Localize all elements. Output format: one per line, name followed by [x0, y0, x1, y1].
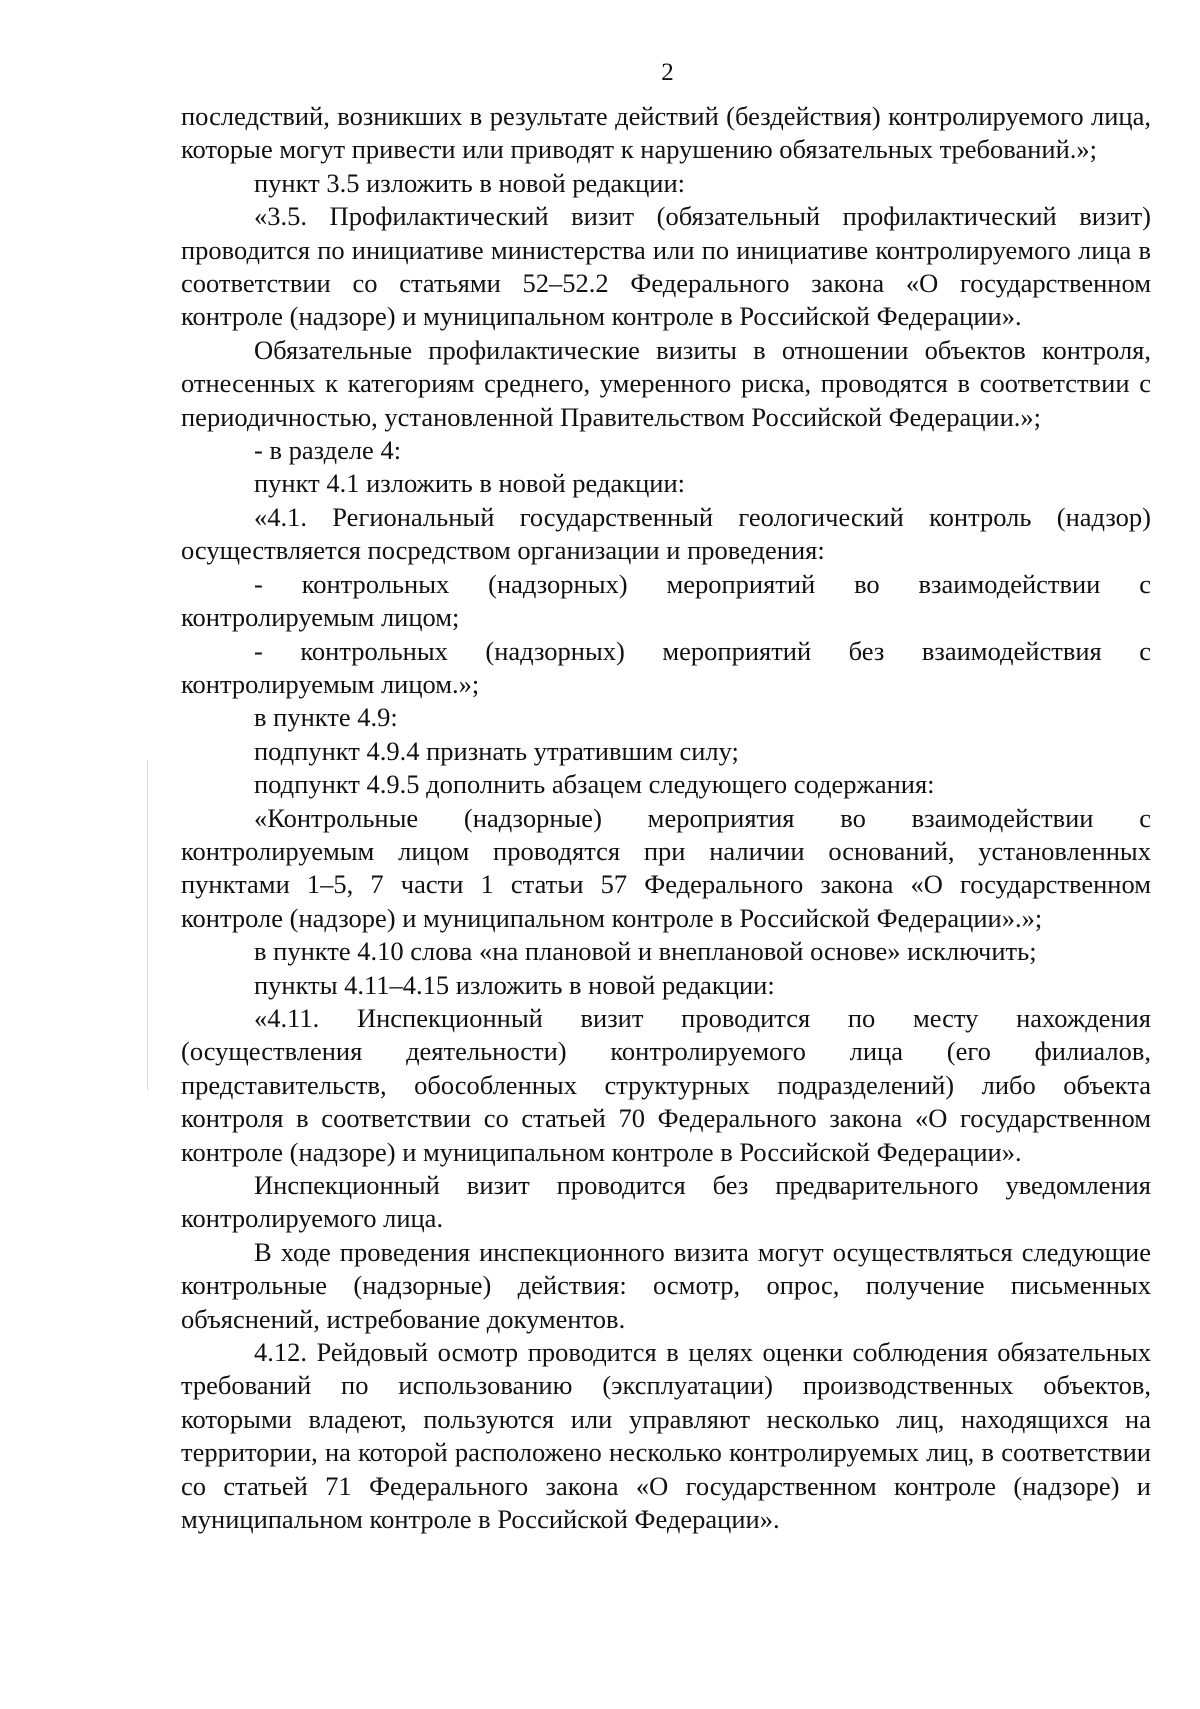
paragraph: - в разделе 4: — [254, 435, 402, 466]
paragraph: пункт 3.5 изложить в новой редакции: — [254, 167, 685, 198]
paragraph: последствий, возникших в результате действий (бездействия) контролируемого лица, которые могут привести или приводят к нарушению обязательных требований.»; — [181, 101, 1151, 165]
paragraph: - контрольных (надзорных) мероприятий во взаимодействии с контролируемым лицом; — [181, 568, 1151, 633]
paragraph: 4.12. Рейдовый осмотр проводится в целях оценки соблюдения обязательных требований по использованию (эксплуатации) производственных объектов, которыми владеют, пользуются или управляют несколько лиц, находящихся на территории, на которой расположено несколько контролируемых лиц, в соответствии со статьей 71 Федерального закона «О государственном контроле (надзоре) и муниципальном контроле в Российской Федерации». — [181, 1337, 1151, 1535]
paragraph: пункт 4.1 изложить в новой редакции: — [254, 468, 685, 499]
paragraph: «Контрольные (надзорные) мероприятия во взаимодействии с контролируемым лицом проводятся при наличии оснований, установленных пунктами 1–5, 7 части 1 статьи 57 Федерального закона «О государственном контроле (надзоре) и муниципальном контроле в Российской Федерации».»; — [181, 802, 1151, 933]
document-body — [181, 100, 1151, 1536]
paragraph: в пункте 4.10 слова «на плановой и внеплановой основе» исключить; — [254, 936, 1037, 967]
paragraph: Инспекционный визит проводится без предварительного уведомления контролируемого лица. — [181, 1170, 1151, 1234]
paragraph: «4.11. Инспекционный визит проводится по месту нахождения (осуществления деятельности) контролируемого лица (его филиалов, представительств, обособленных структурных подразделений) либо объекта контроля в соответствии со статьей 70 Федерального закона «О государственном контроле (надзоре) и муниципальном контроле в Российской Федерации». — [181, 1002, 1151, 1167]
paragraph: подпункт 4.9.5 дополнить абзацем следующего содержания: — [254, 769, 935, 800]
paragraph: - контрольных (надзорных) мероприятий без взаимодействия с контролируемым лицом.»; — [181, 635, 1151, 699]
paragraph: Обязательные профилактические визиты в отношении объектов контроля, отнесенных к категориям среднего, умеренного риска, проводятся в соответствии с периодичностью, установленной Правительством Российской Федерации.»; — [181, 334, 1151, 432]
paragraph: «3.5. Профилактический визит (обязательный профилактический визит) проводится по инициативе министерства или по инициативе контролируемого лица в соответствии со статьями 52–52.2 Федерального закона «О государственном контроле (надзоре) и муниципальном контроле в Российской Федерации». — [181, 201, 1151, 332]
paragraph: в пункте 4.9: — [254, 702, 398, 733]
scan-margin-line — [147, 760, 148, 1090]
paragraph: «4.1. Региональный государственный геологический контроль (надзор) осуществляется посредством организации и проведения: — [181, 501, 1151, 566]
page-number: 2 — [661, 59, 674, 86]
paragraph: пункты 4.11–4.15 изложить в новой редакции: — [254, 969, 775, 1000]
paragraph: В ходе проведения инспекционного визита могут осуществляться следующие контрольные (надзорные) действия: осмотр, опрос, получение письменных объяснений, истребование документов. — [181, 1236, 1151, 1334]
paragraph: подпункт 4.9.4 признать утратившим силу; — [254, 735, 739, 766]
